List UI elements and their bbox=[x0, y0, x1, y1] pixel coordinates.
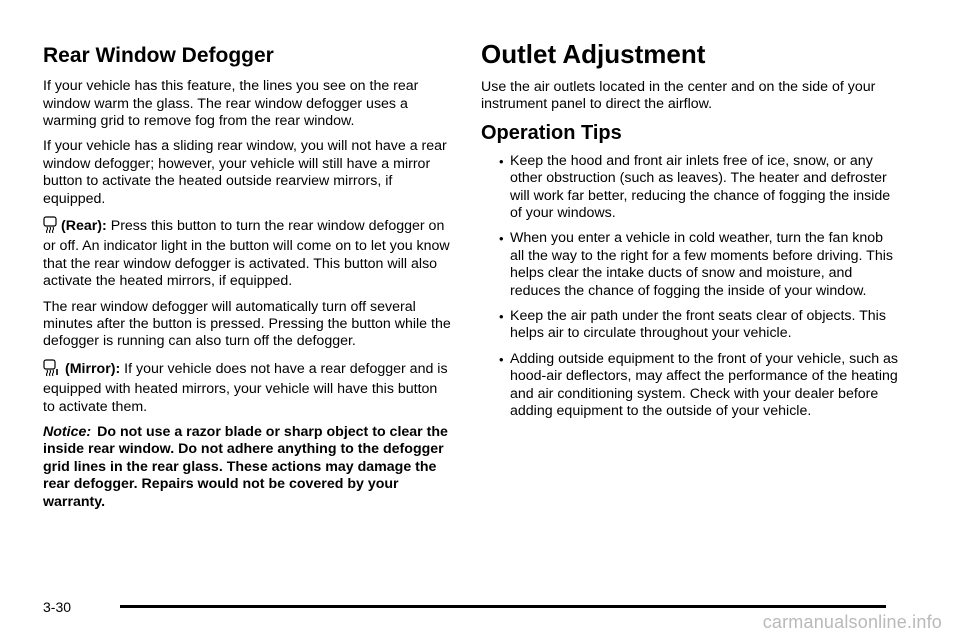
notice bbox=[43, 424, 451, 511]
watermark: carmanualsonline.info bbox=[762, 612, 942, 632]
rear-defogger-description bbox=[43, 216, 451, 291]
tips-list bbox=[481, 153, 901, 421]
mirror-defogger-description bbox=[43, 359, 451, 416]
bullet-icon: • bbox=[499, 308, 504, 324]
subheading-operation-tips: Operation Tips bbox=[481, 121, 622, 144]
bullet-icon: • bbox=[499, 231, 504, 247]
rear-text: Press this button to turn the rear window defogger on or off. An indicator light in the button will come on to let you know that the rear window defogger is activated. This button will also activate the heated mirrors, if equipped. bbox=[43, 217, 450, 290]
mirror-text: If your vehicle does not have a rear defogger and is equipped with heated mirrors, your vehicle will have this button to activate them. bbox=[43, 360, 448, 415]
section-heading-rear-window-defogger: Rear Window Defogger bbox=[43, 44, 274, 67]
section-heading-outlet-adjustment: Outlet Adjustment bbox=[481, 39, 706, 69]
bullet-icon: • bbox=[499, 351, 504, 367]
paragraph: If your vehicle has a sliding rear window, you will not have a rear window defogger; however, your vehicle will still have a mirror button to activate the heated outside rearview mirrors, if equipped. bbox=[43, 138, 447, 207]
term-rear: (Rear): bbox=[61, 217, 107, 234]
list-item: • When you enter a vehicle in cold weather, turn the fan knob all the way to the right for a few moments before driving. This helps clear the intake ducts of snow and moisture, and reduces the chance of fogging the inside of your window. bbox=[499, 230, 893, 299]
list-item: • Keep the hood and front air inlets free of ice, snow, or any other obstruction (such as leaves). The heater and defroster will work far better, reducing the chance of fogging the inside of your windows. bbox=[499, 152, 891, 221]
list-item: • Adding outside equipment to the front of your vehicle, such as hood-air deflectors, may affect the performance of the heating and air conditioning system. Check with your dealer before adding equipment to the outside of your vehicle. bbox=[499, 350, 899, 419]
mirror-defog-icon bbox=[43, 359, 61, 381]
footer-rule bbox=[120, 605, 886, 608]
paragraph: The rear window defogger will automatically turn off several minutes after the button is pressed. Pressing the button while the defogger is running can also turn off the defogger. bbox=[43, 298, 451, 350]
page-number: 3-30 bbox=[43, 599, 72, 615]
rear-defog-icon bbox=[43, 216, 57, 238]
bullet-icon: • bbox=[499, 153, 504, 169]
notice-text: Do not use a razor blade or sharp object to clear the inside rear window. Do not adhere anything to the defogger grid lines in the rear glass. These actions may damage the rear defogger. Repairs would not be covered by your warranty. bbox=[43, 424, 448, 510]
notice-label: Notice: bbox=[43, 424, 92, 441]
right-column bbox=[481, 39, 901, 428]
left-column bbox=[43, 44, 451, 519]
paragraph: If your vehicle has this feature, the lines you see on the rear window warm the glass. The rear window defogger uses a warming grid to remove fog from the rear window. bbox=[43, 78, 419, 129]
paragraph: Use the air outlets located in the center and on the side of your instrument panel to direct the airflow. bbox=[481, 78, 876, 113]
term-mirror: (Mirror): bbox=[65, 360, 121, 377]
list-item: • Keep the air path under the front seats clear of objects. This helps air to circulate throughout your vehicle. bbox=[499, 307, 886, 342]
